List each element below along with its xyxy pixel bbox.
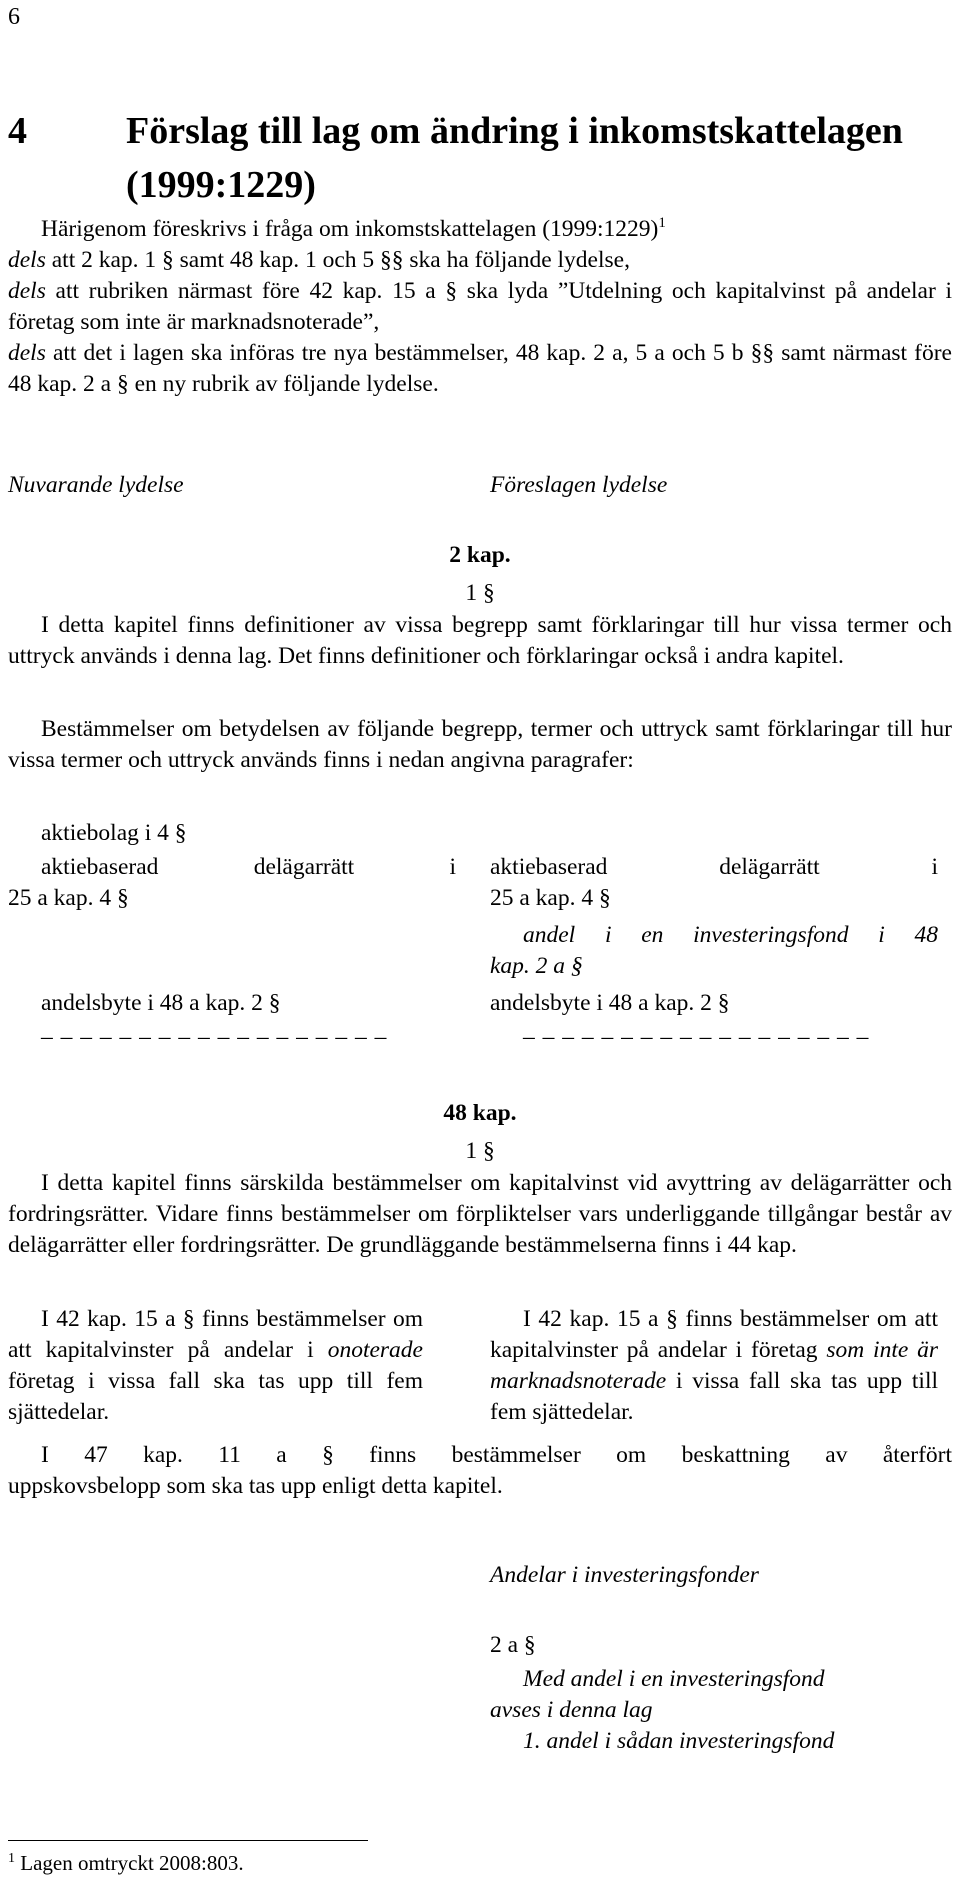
kap48-para-last [8,1440,952,1502]
new-section-number: 2 a § [490,1632,536,1658]
new-section-line1: Med andel i en investeringsfond [523,1666,825,1692]
intro-dels-2 [8,276,952,338]
right-para-before: I 42 kap. 15 a § finns bestämmelser om att kapitalvinster på andelar i företag [490,1306,938,1363]
right-aktiebaserad-line1: aktiebaserad delägarrätt i [490,854,938,880]
left-para-after: företag i vissa fall ska tas upp till fem sjättedelar. [8,1368,423,1425]
right-para-italic: som inte är marknadsnoterade [490,1337,938,1394]
page-number: 6 [8,4,20,30]
dels-text: att rubriken närmast före 42 kap. 15 a § ska lyda ”Utdelning och kapitalvinst på andelar i företag som inte är marknadsnoterade”, [8,278,952,335]
kap48-right-para [490,1304,938,1428]
dels-word: dels [8,278,46,304]
footnote-divider [8,1840,368,1841]
right-aktiebaserad-line2: 25 a kap. 4 § [490,885,611,911]
kap48-para-last-line2: uppskovsbelopp som ska tas upp enligt detta kapitel. [8,1473,503,1499]
kap2-item-aktiebolag: aktiebolag i 4 § [41,820,187,846]
intro-dels-3 [8,338,952,400]
new-section-heading: Andelar i investeringsfonder [490,1562,759,1588]
chapter-title: Förslag till lag om ändring i inkomstskattelagen (1999:1229) [126,110,903,206]
footnote-number: 1 [8,1851,15,1866]
kap2-right-andel [490,920,938,982]
kap2-para-2: Bestämmelser om betydelsen av följande begrepp, termer och uttryck samt förklaringar till hur vissa termer och uttryck används finns i nedan angivna paragrafer: [8,716,952,773]
kap48-para-1: I detta kapitel finns särskilda bestämmelser om kapitalvinst vid avyttring av delägarrätter och fordringsrätter. Vidare finns bestämmelser om förpliktelser vars underliggande tillgångar består av delägarrätter eller fordringsrätter. De grundläggande bestämmelserna finns i 44 kap. [8,1170,952,1258]
dels-word: dels [8,340,46,366]
footnote [8,1848,244,1879]
kap2-right-dashes: – – – – – – – – – – – – – – – – – – [523,1024,870,1050]
column-heading-proposed: Föreslagen lydelse [490,472,668,498]
kap2-left-aktiebaserad [8,852,456,914]
kap2-left-andelsbyte: andelsbyte i 48 a kap. 2 § [41,990,281,1016]
dels-word: dels [8,247,46,273]
chapter-number: 4 [8,110,27,152]
right-andel-line2: kap. 2 a § [490,953,583,979]
kap2-section: 1 § [465,580,495,606]
right-andel-line1: andel i en investeringsfond i 48 [523,922,938,948]
new-section-body [490,1664,938,1757]
kap48-left-para [8,1304,423,1428]
kap48-section: 1 § [465,1138,495,1164]
new-section-line3: 1. andel i sådan investeringsfond [523,1728,835,1754]
footnote-ref: 1 [658,215,666,232]
left-para-before: I 42 kap. 15 a § finns bestämmelser om att kapitalvinster på andelar i [8,1306,423,1363]
footnote-text: Lagen omtryckt 2008:803. [15,1851,244,1875]
new-section-line2: avses i denna lag [490,1697,653,1723]
kap2-para-1: I detta kapitel finns definitioner av vissa begrepp samt förklaringar till hur vissa termer och uttryck används i denna lag. Det finns definitioner och förklaringar också i andra kapitel. [8,612,952,669]
left-aktiebaserad-line2: 25 a kap. 4 § [8,885,129,911]
left-para-italic: onoterade [327,1337,423,1363]
kap48-heading: 48 kap. [443,1100,517,1126]
intro-text: Härigenom föreskrivs i fråga om inkomstskattelagen (1999:1229) [41,216,659,242]
dels-text: att det i lagen ska införas tre nya bestämmelser, 48 kap. 2 a, 5 a och 5 b §§ samt närmast före 48 kap. 2 a § en ny rubrik av följande lydelse. [8,340,952,397]
kap48-para-last-line1: I 47 kap. 11 a § finns bestämmelser om beskattning av återfört [41,1442,952,1468]
kap2-right-andelsbyte: andelsbyte i 48 a kap. 2 § [490,990,730,1016]
kap2-left-dashes: – – – – – – – – – – – – – – – – – – [41,1024,388,1050]
intro-dels-1 [8,245,952,276]
column-heading-current: Nuvarande lydelse [8,472,184,498]
kap2-heading: 2 kap. [449,542,511,568]
intro-line [8,214,952,245]
left-aktiebaserad-line1: aktiebaserad delägarrätt i [41,854,456,880]
dels-text: att 2 kap. 1 § samt 48 kap. 1 och 5 §§ ska ha följande lydelse, [45,247,630,273]
kap2-right-aktiebaserad [490,852,938,914]
right-para-after: i vissa fall ska tas upp till fem sjättedelar. [490,1368,938,1425]
